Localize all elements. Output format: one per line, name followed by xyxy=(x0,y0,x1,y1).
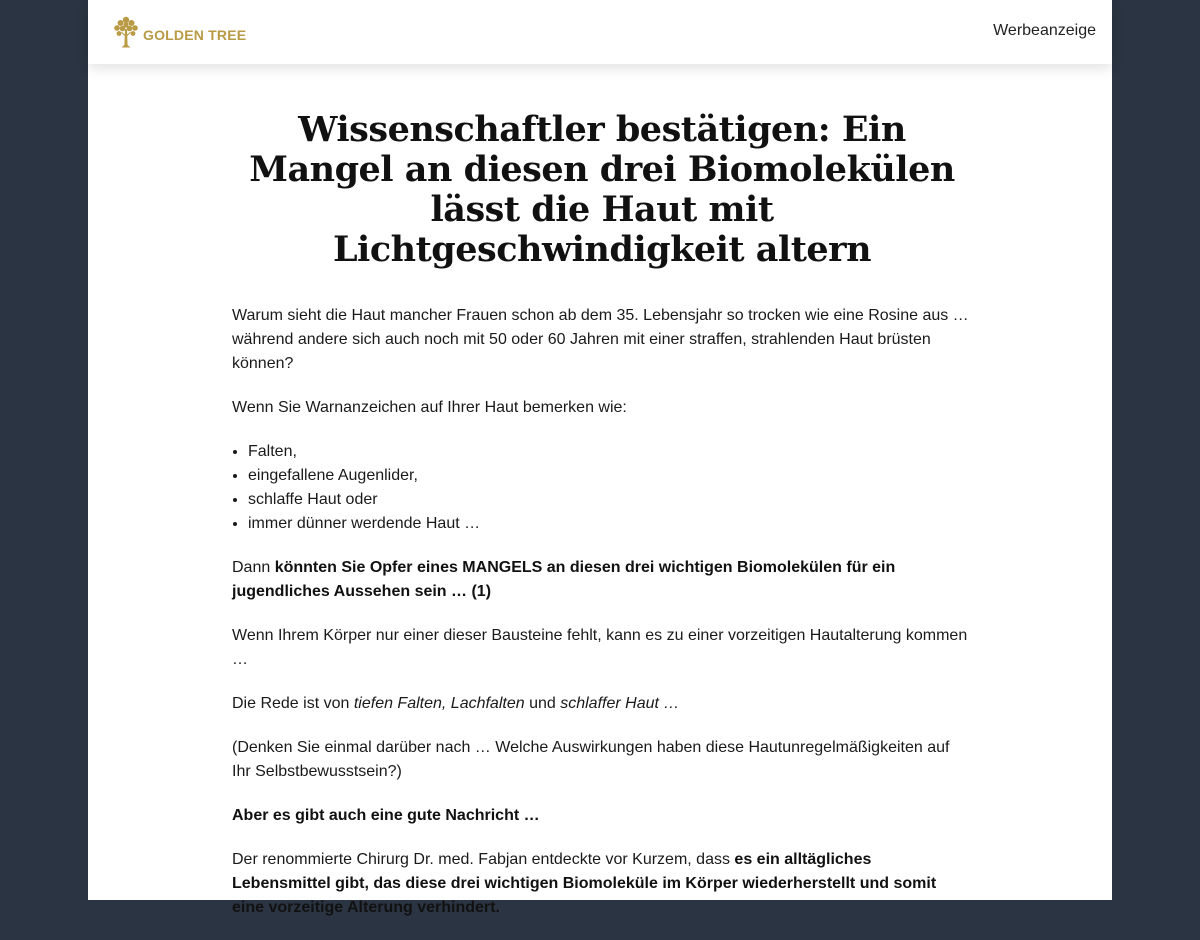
paragraph-warning-intro: Wenn Sie Warnanzeichen auf Ihrer Haut bemerken wie: xyxy=(232,399,627,416)
article-title: Wissenschaftler bestätigen: Ein Mangel an diesen drei Biomolekülen lässt die Haut mit Lichtgeschwindigkeit altern xyxy=(249,109,955,270)
brand-name: GOLDEN TREE xyxy=(143,27,247,43)
paragraph-good-news xyxy=(232,804,972,828)
list-item: • schlaffe Haut oder xyxy=(248,488,972,512)
text: und xyxy=(524,695,561,712)
warning-signs-list xyxy=(232,440,972,536)
paragraph-intro: Warum sieht die Haut mancher Frauen schon ab dem 35. Lebensjahr so trocken wie eine Rosine aus … während andere sich auch noch mit 50 oder 60 Jahren mit einer straffen, strahlenden Haut brüsten können? xyxy=(232,307,969,372)
tree-icon xyxy=(113,15,139,49)
text: Der renommierte Chirurg Dr. med. Fabjan entdeckte vor Kurzem, dass xyxy=(232,851,735,868)
italic-text: tiefen Falten, Lachfalten xyxy=(353,695,525,712)
text: Dann xyxy=(232,559,275,576)
ad-label: Werbeanzeige xyxy=(993,22,1096,39)
bold-text: könnten Sie Opfer eines MANGELS an diesen drei wichtigen Biomolekülen für ein jugendliches Aussehen sein … (1) xyxy=(232,559,896,600)
header xyxy=(88,0,1112,64)
paragraph-discovery xyxy=(232,848,972,920)
list-item: • Falten, xyxy=(248,440,972,464)
brand-logo[interactable] xyxy=(113,15,246,49)
bold-text: Aber es gibt auch eine gute Nachricht … xyxy=(232,807,540,824)
bold-text: es ein alltägliches Lebensmittel gibt, das diese drei wichtigen Biomoleküle im Körper wiederherstellt und somit eine vorzeitige Alterung verhindert. xyxy=(232,851,937,916)
page xyxy=(88,0,1112,916)
list-item: • eingefallene Augenlider, xyxy=(248,464,972,488)
paragraph-wrinkles xyxy=(232,692,972,716)
paragraph-deficiency xyxy=(232,556,972,604)
italic-text: schlaffer Haut … xyxy=(560,695,680,712)
list-item: • immer dünner werdende Haut … xyxy=(248,512,972,536)
text: Die Rede ist von xyxy=(232,695,354,712)
paragraph-aging: Wenn Ihrem Körper nur einer dieser Bausteine fehlt, kann es zu einer vorzeitigen Hautalterung kommen … xyxy=(232,627,968,668)
article xyxy=(232,110,972,940)
paragraph-reflection: (Denken Sie einmal darüber nach … Welche Auswirkungen haben diese Hautunregelmäßigkeiten auf Ihr Selbstbewusstsein?) xyxy=(232,739,950,780)
